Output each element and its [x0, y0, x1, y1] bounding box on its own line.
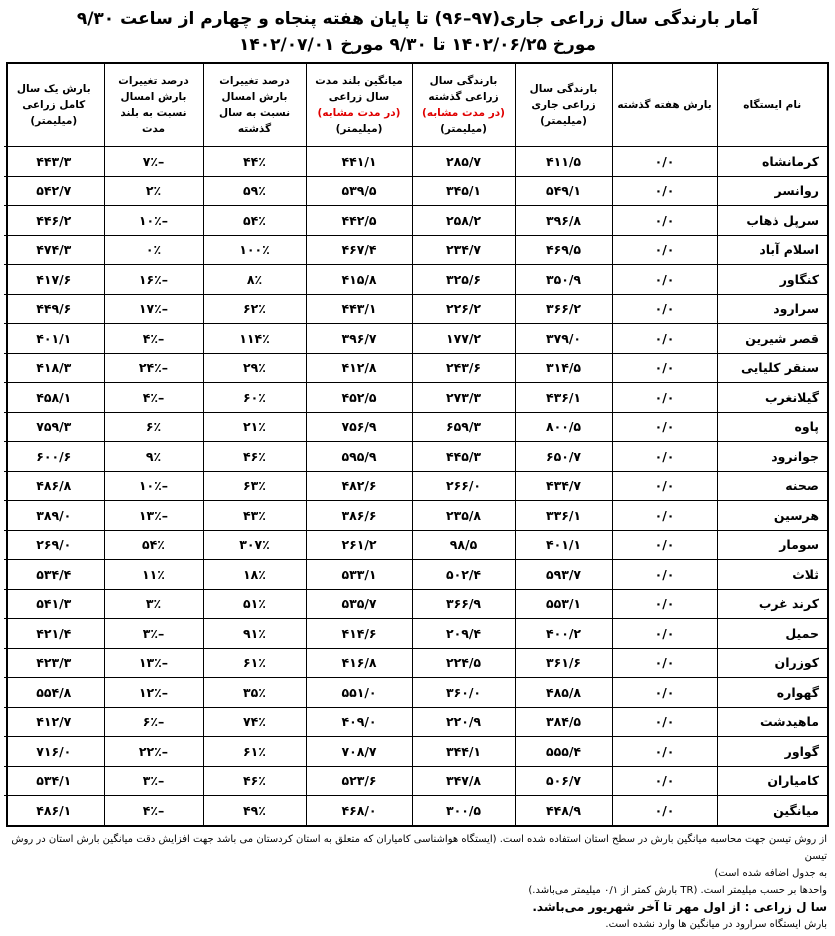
cell-last-year: ۳۲۵/۶: [412, 265, 515, 295]
cell-last-week: ۰/۰: [612, 501, 717, 531]
cell-change-vs-long: ۱۱٪: [104, 560, 203, 590]
cell-last-year: ۳۰۰/۵: [412, 796, 515, 825]
cell-last-week: ۰/۰: [612, 147, 717, 177]
header-current-year: بارندگی سال زراعی جاری (میلیمتر): [515, 64, 612, 147]
cell-station: کرمانشاه: [717, 147, 827, 177]
cell-current-year: ۴۴۸/۹: [515, 796, 612, 825]
cell-current-year: ۴۳۴/۷: [515, 471, 612, 501]
header-change-vs-last: درصد تغییرات بارش امسال نسبت به سال گذشته: [203, 64, 306, 147]
table-row: [4, 353, 827, 383]
cell-change-vs-last: ۶۲٪: [203, 294, 306, 324]
cell-last-year: ۲۴۳/۶: [412, 353, 515, 383]
cell-full-year: ۴۸۶/۸: [4, 471, 104, 501]
cell-last-year: ۲۰۹/۴: [412, 619, 515, 649]
cell-long-term: ۴۶۸/۰: [306, 796, 412, 825]
cell-full-year: ۲۶۹/۰: [4, 530, 104, 560]
table-row: [4, 589, 827, 619]
cell-change-vs-last: ۵۴٪: [203, 206, 306, 236]
cell-change-vs-last: ۳۰۷٪: [203, 530, 306, 560]
cell-full-year: ۴۱۷/۶: [4, 265, 104, 295]
cell-full-year: ۳۸۹/۰: [4, 501, 104, 531]
table-row: [4, 147, 827, 177]
cell-full-year: ۴۴۹/۶: [4, 294, 104, 324]
header-long-term: میانگین بلند مدت سال زراعی (در مدت مشابه) (میلیمتر): [306, 64, 412, 147]
cell-change-vs-long: ۱۷٪–: [104, 294, 203, 324]
cell-full-year: ۴۲۱/۴: [4, 619, 104, 649]
cell-station: کامیاران: [717, 766, 827, 796]
cell-last-week: ۰/۰: [612, 412, 717, 442]
cell-station: میانگین: [717, 796, 827, 825]
cell-change-vs-last: ۴۶٪: [203, 442, 306, 472]
cell-change-vs-long: ۷٪–: [104, 147, 203, 177]
cell-change-vs-long: ۶٪: [104, 412, 203, 442]
cell-change-vs-last: ۲۱٪: [203, 412, 306, 442]
cell-long-term: ۵۹۵/۹: [306, 442, 412, 472]
cell-long-term: ۴۵۲/۵: [306, 383, 412, 413]
cell-last-week: ۰/۰: [612, 530, 717, 560]
cell-station: جوانرود: [717, 442, 827, 472]
cell-long-term: ۴۱۵/۸: [306, 265, 412, 295]
header-station: نام ایستگاه: [717, 64, 827, 147]
cell-last-year: ۲۶۶/۰: [412, 471, 515, 501]
cell-station: صحنه: [717, 471, 827, 501]
cell-full-year: ۵۳۴/۴: [4, 560, 104, 590]
note-units: واحدها بر حسب میلیمتر است. (TR بارش کمتر از ۰/۱ میلیمتر می‌باشد.): [528, 884, 827, 896]
cell-last-year: ۲۲۶/۲: [412, 294, 515, 324]
cell-station: سنقر کلیایی: [717, 353, 827, 383]
cell-last-week: ۰/۰: [612, 206, 717, 236]
cell-long-term: ۵۵۱/۰: [306, 678, 412, 708]
cell-current-year: ۴۸۵/۸: [515, 678, 612, 708]
cell-change-vs-long: ۱۳٪–: [104, 648, 203, 678]
cell-station: گهواره: [717, 678, 827, 708]
cell-last-year: ۶۵۹/۳: [412, 412, 515, 442]
cell-change-vs-last: ۳۵٪: [203, 678, 306, 708]
cell-station: سرپل ذهاب: [717, 206, 827, 236]
table-row: [4, 235, 827, 265]
cell-last-year: ۳۶۶/۹: [412, 589, 515, 619]
table-row: [4, 766, 827, 796]
cell-last-week: ۰/۰: [612, 707, 717, 737]
cell-current-year: ۳۸۴/۵: [515, 707, 612, 737]
cell-change-vs-last: ۹۱٪: [203, 619, 306, 649]
cell-full-year: ۴۱۲/۷: [4, 707, 104, 737]
table-header-row: [4, 64, 827, 147]
rainfall-table-frame: [6, 62, 829, 827]
cell-current-year: ۴۳۶/۱: [515, 383, 612, 413]
cell-change-vs-long: ۶٪–: [104, 707, 203, 737]
cell-full-year: ۴۸۶/۱: [4, 796, 104, 825]
cell-last-week: ۰/۰: [612, 176, 717, 206]
cell-last-year: ۲۳۴/۷: [412, 235, 515, 265]
cell-long-term: ۷۵۶/۹: [306, 412, 412, 442]
cell-change-vs-long: ۱۲٪–: [104, 678, 203, 708]
cell-last-week: ۰/۰: [612, 619, 717, 649]
note-sararud: بارش ایستگاه سرارود در میانگین ها وارد نشده است.: [605, 918, 827, 930]
cell-full-year: ۴۴۶/۲: [4, 206, 104, 236]
cell-full-year: ۵۵۴/۸: [4, 678, 104, 708]
cell-long-term: ۴۸۲/۶: [306, 471, 412, 501]
cell-full-year: ۵۴۱/۳: [4, 589, 104, 619]
cell-last-week: ۰/۰: [612, 324, 717, 354]
table-row: [4, 471, 827, 501]
rainfall-table: [4, 64, 827, 825]
cell-station: سومار: [717, 530, 827, 560]
table-row: [4, 442, 827, 472]
cell-change-vs-long: ۵۴٪: [104, 530, 203, 560]
cell-full-year: ۴۱۸/۳: [4, 353, 104, 383]
cell-long-term: ۴۱۶/۸: [306, 648, 412, 678]
cell-change-vs-long: ۳٪–: [104, 619, 203, 649]
cell-station: سرارود: [717, 294, 827, 324]
cell-last-week: ۰/۰: [612, 265, 717, 295]
cell-last-year: ۲۳۵/۸: [412, 501, 515, 531]
header-last-week: بارش هفته گذشته: [612, 64, 717, 147]
cell-station: گیلانغرب: [717, 383, 827, 413]
cell-change-vs-last: ۶۱٪: [203, 648, 306, 678]
table-row: [4, 530, 827, 560]
cell-full-year: ۶۰۰/۶: [4, 442, 104, 472]
cell-station: پاوه: [717, 412, 827, 442]
cell-station: کرند غرب: [717, 589, 827, 619]
table-row: [4, 737, 827, 767]
table-row: [4, 501, 827, 531]
header-last-year: بارندگی سال زراعی گذشته (در مدت مشابه) (میلیمتر): [412, 64, 515, 147]
table-row: [4, 560, 827, 590]
cell-long-term: ۴۱۲/۸: [306, 353, 412, 383]
cell-station: ماهیدشت: [717, 707, 827, 737]
cell-current-year: ۳۶۱/۶: [515, 648, 612, 678]
note-thiessen: از روش تیسن جهت محاسبه میانگین بارش در سطح استان استفاده شده است. (ایستگاه هواشناسی کامیاران که متعلق به استان کردستان می باشد جهت افزایش دقت میانگین بارش استان در روش تیسن: [11, 833, 827, 862]
cell-last-week: ۰/۰: [612, 560, 717, 590]
cell-current-year: ۴۶۹/۵: [515, 235, 612, 265]
cell-change-vs-long: ۴٪–: [104, 324, 203, 354]
table-row: [4, 619, 827, 649]
cell-change-vs-long: ۴٪–: [104, 383, 203, 413]
cell-station: حمیل: [717, 619, 827, 649]
cell-current-year: ۵۵۵/۴: [515, 737, 612, 767]
table-row: [4, 796, 827, 825]
cell-long-term: ۵۳۹/۵: [306, 176, 412, 206]
cell-last-year: ۲۸۵/۷: [412, 147, 515, 177]
cell-current-year: ۸۰۰/۵: [515, 412, 612, 442]
cell-last-year: ۳۴۴/۱: [412, 737, 515, 767]
cell-change-vs-long: ۴٪–: [104, 796, 203, 825]
cell-change-vs-last: ۱۰۰٪: [203, 235, 306, 265]
cell-change-vs-long: ۱۶٪–: [104, 265, 203, 295]
cell-full-year: ۴۷۴/۳: [4, 235, 104, 265]
cell-last-week: ۰/۰: [612, 766, 717, 796]
cell-last-year: ۳۶۰/۰: [412, 678, 515, 708]
cell-change-vs-last: ۱۱۴٪: [203, 324, 306, 354]
cell-last-week: ۰/۰: [612, 678, 717, 708]
cell-station: روانسر: [717, 176, 827, 206]
cell-station: قصر شیرین: [717, 324, 827, 354]
cell-current-year: ۵۰۶/۷: [515, 766, 612, 796]
page-subtitle: مورخ ۱۴۰۲/۰۶/۲۵ تا ۹/۳۰ مورخ ۱۴۰۲/۰۷/۰۱: [238, 35, 597, 55]
table-row: [4, 648, 827, 678]
cell-change-vs-long: ۲۴٪–: [104, 353, 203, 383]
cell-station: کنگاور: [717, 265, 827, 295]
cell-last-week: ۰/۰: [612, 442, 717, 472]
cell-full-year: ۴۲۳/۳: [4, 648, 104, 678]
cell-full-year: ۵۴۲/۷: [4, 176, 104, 206]
cell-long-term: ۴۶۷/۴: [306, 235, 412, 265]
cell-last-week: ۰/۰: [612, 353, 717, 383]
cell-full-year: ۴۵۸/۱: [4, 383, 104, 413]
cell-last-year: ۳۴۵/۱: [412, 176, 515, 206]
cell-current-year: ۳۹۶/۸: [515, 206, 612, 236]
cell-current-year: ۶۵۰/۷: [515, 442, 612, 472]
cell-change-vs-last: ۶۱٪: [203, 737, 306, 767]
cell-long-term: ۷۰۸/۷: [306, 737, 412, 767]
cell-full-year: ۵۳۴/۱: [4, 766, 104, 796]
cell-full-year: ۷۵۹/۳: [4, 412, 104, 442]
cell-last-week: ۰/۰: [612, 648, 717, 678]
cell-long-term: ۳۸۶/۶: [306, 501, 412, 531]
table-row: [4, 412, 827, 442]
cell-change-vs-long: ۱۰٪–: [104, 206, 203, 236]
table-row: [4, 294, 827, 324]
cell-last-week: ۰/۰: [612, 235, 717, 265]
cell-long-term: ۴۰۹/۰: [306, 707, 412, 737]
cell-last-year: ۳۴۷/۸: [412, 766, 515, 796]
cell-last-year: ۹۸/۵: [412, 530, 515, 560]
table-row: [4, 707, 827, 737]
cell-station: اسلام آباد: [717, 235, 827, 265]
cell-change-vs-last: ۴۶٪: [203, 766, 306, 796]
cell-last-week: ۰/۰: [612, 294, 717, 324]
cell-change-vs-last: ۲۹٪: [203, 353, 306, 383]
cell-change-vs-long: ۲۲٪–: [104, 737, 203, 767]
cell-current-year: ۴۱۱/۵: [515, 147, 612, 177]
cell-full-year: ۴۰۱/۱: [4, 324, 104, 354]
cell-current-year: ۴۰۰/۲: [515, 619, 612, 649]
cell-change-vs-last: ۱۸٪: [203, 560, 306, 590]
cell-change-vs-last: ۴۴٪: [203, 147, 306, 177]
cell-change-vs-last: ۶۳٪: [203, 471, 306, 501]
page-title: آمار بارندگی سال زراعی جاری(۹۷–۹۶) تا پایان هفته پنجاه و چهارم از ساعت ۹/۳۰: [76, 9, 759, 29]
table-row: [4, 383, 827, 413]
cell-station: ثلاث: [717, 560, 827, 590]
cell-last-week: ۰/۰: [612, 796, 717, 825]
cell-current-year: ۳۱۴/۵: [515, 353, 612, 383]
cell-change-vs-last: ۵۱٪: [203, 589, 306, 619]
cell-long-term: ۳۹۶/۷: [306, 324, 412, 354]
cell-last-week: ۰/۰: [612, 589, 717, 619]
cell-change-vs-last: ۷۴٪: [203, 707, 306, 737]
cell-last-year: ۴۴۵/۳: [412, 442, 515, 472]
cell-last-year: ۵۰۲/۴: [412, 560, 515, 590]
cell-change-vs-long: ۱۳٪–: [104, 501, 203, 531]
cell-long-term: ۵۳۵/۷: [306, 589, 412, 619]
cell-change-vs-last: ۴۳٪: [203, 501, 306, 531]
cell-station: گواور: [717, 737, 827, 767]
cell-last-year: ۲۷۳/۳: [412, 383, 515, 413]
cell-last-week: ۰/۰: [612, 471, 717, 501]
cell-long-term: ۲۶۱/۲: [306, 530, 412, 560]
cell-change-vs-last: ۶۰٪: [203, 383, 306, 413]
footnotes: [8, 831, 827, 933]
cell-last-year: ۲۲۰/۹: [412, 707, 515, 737]
cell-last-year: ۱۷۷/۲: [412, 324, 515, 354]
cell-long-term: ۵۲۳/۶: [306, 766, 412, 796]
header-full-year: بارش یک سال کامل زراعی (میلیمتر): [4, 64, 104, 147]
cell-long-term: ۴۴۲/۵: [306, 206, 412, 236]
note-thiessen-cont: به جدول اضافه شده است): [714, 867, 827, 879]
cell-long-term: ۴۱۴/۶: [306, 619, 412, 649]
cell-change-vs-last: ۸٪: [203, 265, 306, 295]
cell-change-vs-long: ۹٪: [104, 442, 203, 472]
cell-change-vs-long: ۰٪: [104, 235, 203, 265]
cell-current-year: ۵۹۳/۷: [515, 560, 612, 590]
cell-station: کوزران: [717, 648, 827, 678]
cell-last-year: ۲۵۸/۲: [412, 206, 515, 236]
cell-change-vs-long: ۳٪–: [104, 766, 203, 796]
cell-current-year: ۳۳۶/۱: [515, 501, 612, 531]
cell-current-year: ۴۰۱/۱: [515, 530, 612, 560]
cell-change-vs-long: ۱۰٪–: [104, 471, 203, 501]
cell-long-term: ۴۴۱/۱: [306, 147, 412, 177]
note-crop-year: سا ل زراعی : از اول مهر تا آخر شهریور می‌باشد.: [532, 899, 827, 914]
cell-last-year: ۲۲۴/۵: [412, 648, 515, 678]
table-row: [4, 176, 827, 206]
cell-current-year: ۳۵۰/۹: [515, 265, 612, 295]
cell-current-year: ۵۴۹/۱: [515, 176, 612, 206]
cell-full-year: ۷۱۶/۰: [4, 737, 104, 767]
table-row: [4, 265, 827, 295]
cell-last-week: ۰/۰: [612, 737, 717, 767]
cell-full-year: ۴۴۳/۳: [4, 147, 104, 177]
table-row: [4, 206, 827, 236]
header-change-vs-long: درصد تغییرات بارش امسال نسبت به بلند مدت: [104, 64, 203, 147]
cell-change-vs-long: ۲٪: [104, 176, 203, 206]
cell-change-vs-long: ۳٪: [104, 589, 203, 619]
cell-current-year: ۳۶۶/۲: [515, 294, 612, 324]
cell-current-year: ۵۵۳/۱: [515, 589, 612, 619]
table-row: [4, 678, 827, 708]
cell-station: هرسین: [717, 501, 827, 531]
cell-change-vs-last: ۵۹٪: [203, 176, 306, 206]
cell-change-vs-last: ۴۹٪: [203, 796, 306, 825]
cell-last-week: ۰/۰: [612, 383, 717, 413]
cell-long-term: ۴۴۳/۱: [306, 294, 412, 324]
cell-long-term: ۵۳۳/۱: [306, 560, 412, 590]
cell-current-year: ۳۷۹/۰: [515, 324, 612, 354]
table-row: [4, 324, 827, 354]
